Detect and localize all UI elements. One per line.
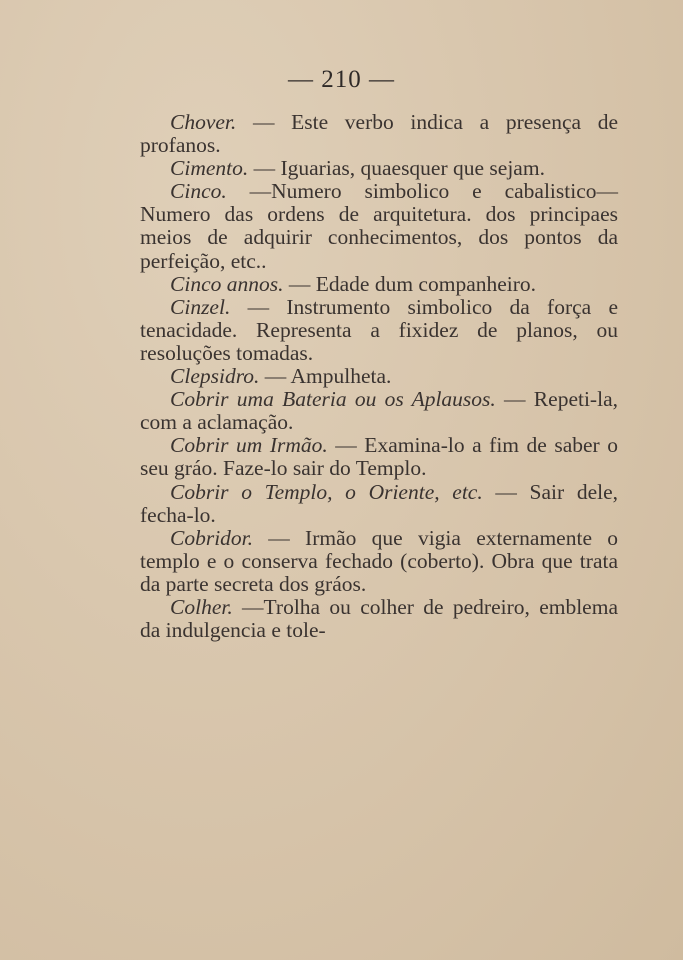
entry-term: Cimento. <box>170 156 249 181</box>
glossary-entry <box>140 388 618 434</box>
entry-definition: —Trolha ou colher de pedreiro, emblema da indulgencia e tole- <box>140 594 618 643</box>
entry-definition: — Ampulheta. <box>259 364 392 389</box>
entry-definition: — Irmão que vigia externamente o templo e o conserva fechado (coberto). Obra que trata da parte secreta dos gráos. <box>140 525 618 596</box>
entry-definition: — Instrumento simbolico da força e tenacidade. Representa a fixidez de planos, ou resoluções tomadas. <box>140 294 618 365</box>
entry-definition: — Este verbo indica a presença de profanos. <box>140 110 618 158</box>
entry-definition: — Iguarias, quaesquer que sejam. <box>248 156 545 181</box>
entry-term: Cinzel. <box>170 294 231 319</box>
entry-term: Clepsidro. <box>170 364 260 389</box>
entry-term: Cobrir um Irmão. <box>170 433 328 458</box>
glossary-entry <box>140 157 618 180</box>
glossary-entry <box>140 111 618 157</box>
entry-term: Cinco annos. <box>170 271 284 296</box>
glossary-entry <box>140 273 618 296</box>
entry-term: Cinco. <box>170 179 227 204</box>
glossary-text <box>140 111 618 642</box>
glossary-entry <box>140 596 618 642</box>
entry-definition: — Repeti-la, com a aclamação. <box>140 387 618 435</box>
entry-definition: — Edade dum companheiro. <box>283 271 537 296</box>
entry-definition: — Sair dele, fecha-lo. <box>140 479 618 527</box>
page-number: — 210 — <box>288 66 395 93</box>
entry-term: Cobridor. <box>170 525 254 550</box>
glossary-entry <box>140 296 618 365</box>
entry-term: Cobrir uma Bateria ou os Aplausos. <box>170 387 496 412</box>
entry-term: Cobrir o Templo, o Oriente, etc. <box>170 479 483 504</box>
glossary-entry <box>140 365 618 388</box>
entry-definition: — Examina-lo a fim de saber o seu gráo. Faze-lo sair do Templo. <box>140 433 618 481</box>
entry-term: Colher. <box>170 594 233 619</box>
entry-definition: —Numero simbolico e cabalistico—Numero das ordens de arquitetura. dos principaes meios de adquirir conhecimentos, dos pontos da perfeição, etc.. <box>140 179 618 273</box>
glossary-entry <box>140 180 618 272</box>
glossary-entry <box>140 481 618 527</box>
glossary-entry <box>140 527 618 596</box>
entry-term: Chover. <box>170 110 237 134</box>
glossary-entry <box>140 434 618 480</box>
